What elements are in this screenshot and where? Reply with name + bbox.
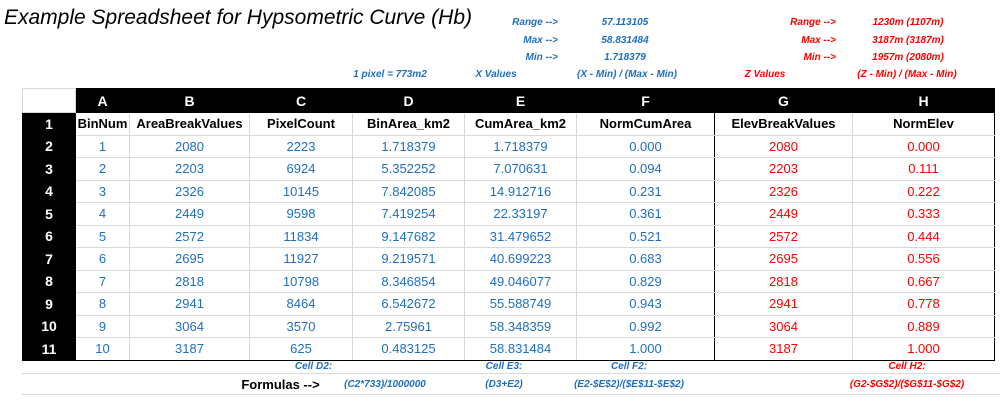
table-cell[interactable]: 7.070631	[465, 158, 577, 181]
row-number[interactable]: 7	[23, 248, 76, 271]
table-cell[interactable]: 2818	[715, 270, 853, 293]
formula-d2[interactable]: (C2*733)/1000000	[344, 379, 426, 390]
formula-f2[interactable]: (E2-$E$2)/($E$11-$E$2)	[574, 379, 684, 390]
z-values-note: Z Values	[744, 69, 786, 80]
table-cell[interactable]: 22.33197	[465, 203, 577, 226]
row-number[interactable]: 9	[23, 293, 76, 316]
column-letter[interactable]: G	[715, 89, 853, 113]
table-cell[interactable]: 11927	[250, 248, 353, 271]
x-normalize-note: (X - Min) / (Max - Min)	[577, 69, 677, 80]
table-cell[interactable]: 58.831484	[465, 338, 577, 361]
table-row	[23, 180, 995, 203]
table-cell[interactable]: 2572	[130, 225, 250, 248]
table-cell[interactable]: 40.699223	[465, 248, 577, 271]
table-cell[interactable]: 2326	[130, 180, 250, 203]
table-cell[interactable]: 0.667	[853, 270, 995, 293]
table-cell[interactable]: 6.542672	[353, 293, 465, 316]
pixel-size-note: 1 pixel = 773m2	[353, 69, 427, 80]
table-cell[interactable]: 1.718379	[465, 135, 577, 158]
column-header-row	[23, 89, 995, 113]
row-number[interactable]: 1	[23, 113, 76, 136]
table-cell[interactable]: 7.419254	[353, 203, 465, 226]
table-cell[interactable]: 10798	[250, 270, 353, 293]
table-cell[interactable]: 2695	[715, 248, 853, 271]
table-cell[interactable]: 0.231	[577, 180, 715, 203]
table-cell[interactable]: 1.000	[577, 338, 715, 361]
table-cell[interactable]: 0.943	[577, 293, 715, 316]
column-header-cell[interactable]: PixelCount	[250, 113, 353, 136]
formulas-label: Formulas -->	[241, 377, 320, 392]
column-letter[interactable]: D	[353, 89, 465, 113]
table-cell[interactable]: 11834	[250, 225, 353, 248]
table-row	[23, 270, 995, 293]
select-all-corner[interactable]	[23, 89, 76, 113]
table-cell[interactable]: 0.829	[577, 270, 715, 293]
table-cell[interactable]: 7.842085	[353, 180, 465, 203]
table-cell[interactable]: 3570	[250, 315, 353, 338]
column-letter[interactable]: H	[853, 89, 995, 113]
z-min-label: Min -->	[803, 52, 836, 63]
column-header-cell[interactable]: NormElev	[853, 113, 995, 136]
table-cell[interactable]: 8464	[250, 293, 353, 316]
table-cell[interactable]: 0.222	[853, 180, 995, 203]
column-header-cell[interactable]: BinNum	[76, 113, 130, 136]
table-cell[interactable]: 0.683	[577, 248, 715, 271]
cell-d2-label: Cell D2:	[294, 361, 333, 372]
row-number[interactable]: 6	[23, 225, 76, 248]
table-cell[interactable]: 2203	[130, 158, 250, 181]
x-max-value[interactable]: 58.831484	[601, 35, 649, 46]
table-cell[interactable]: 2572	[715, 225, 853, 248]
column-letter[interactable]: A	[76, 89, 130, 113]
row-number[interactable]: 10	[23, 315, 76, 338]
table-cell[interactable]: 31.479652	[465, 225, 577, 248]
z-range-value[interactable]: 1230m (1107m)	[872, 17, 944, 28]
header-row	[23, 113, 995, 136]
table-row	[23, 135, 995, 158]
table-cell[interactable]: 58.348359	[465, 315, 577, 338]
table-row	[23, 203, 995, 226]
row-gridline	[22, 373, 1000, 374]
formula-h2[interactable]: (G2-$G$2)/($G$11-$G$2)	[849, 379, 965, 390]
cell-h2-label: Cell H2:	[888, 361, 926, 372]
table-cell[interactable]: 625	[250, 338, 353, 361]
table-row	[23, 225, 995, 248]
table-cell[interactable]: 0.521	[577, 225, 715, 248]
x-range-value[interactable]: 57.113105	[601, 17, 649, 28]
table-cell[interactable]: 5.352252	[353, 158, 465, 181]
table-cell[interactable]: 0.483125	[353, 338, 465, 361]
table-cell[interactable]: 1	[76, 135, 130, 158]
table-cell[interactable]: 8.346854	[353, 270, 465, 293]
table-cell[interactable]: 9.219571	[353, 248, 465, 271]
table-cell[interactable]: 0.361	[577, 203, 715, 226]
table-cell[interactable]: 9	[76, 315, 130, 338]
table-cell[interactable]: 2695	[130, 248, 250, 271]
column-letter[interactable]: F	[577, 89, 715, 113]
table-row	[23, 158, 995, 181]
column-header-cell[interactable]: BinArea_km2	[353, 113, 465, 136]
table-cell[interactable]: 0.000	[577, 135, 715, 158]
table-cell[interactable]: 0.556	[853, 248, 995, 271]
column-letter[interactable]: B	[130, 89, 250, 113]
row-number[interactable]: 2	[23, 135, 76, 158]
table-cell[interactable]: 49.046077	[465, 270, 577, 293]
table-cell[interactable]: 5	[76, 225, 130, 248]
table-cell[interactable]: 0.992	[577, 315, 715, 338]
table-cell[interactable]: 10	[76, 338, 130, 361]
table-cell[interactable]: 8	[76, 293, 130, 316]
row-number[interactable]: 3	[23, 158, 76, 181]
row-gridline	[22, 394, 1000, 395]
table-row	[23, 248, 995, 271]
table-cell[interactable]: 2080	[715, 135, 853, 158]
table-cell[interactable]: 3	[76, 180, 130, 203]
table-cell[interactable]: 2080	[130, 135, 250, 158]
formula-e3[interactable]: (D3+E2)	[485, 379, 523, 390]
table-cell[interactable]: 9598	[250, 203, 353, 226]
table-cell[interactable]: 4	[76, 203, 130, 226]
column-letter[interactable]: C	[250, 89, 353, 113]
sheet-title: Example Spreadsheet for Hypsometric Curve (Hb)	[4, 6, 473, 29]
table-cell[interactable]: 0.000	[853, 135, 995, 158]
table-cell[interactable]: 10145	[250, 180, 353, 203]
table-cell[interactable]: 9.147682	[353, 225, 465, 248]
table-cell[interactable]: 1.000	[853, 338, 995, 361]
table-cell[interactable]: 6924	[250, 158, 353, 181]
column-letter[interactable]: E	[465, 89, 577, 113]
row-number[interactable]: 5	[23, 203, 76, 226]
x-min-label: Min -->	[525, 52, 558, 63]
table-cell[interactable]: 2326	[715, 180, 853, 203]
x-max-label: Max -->	[523, 35, 558, 46]
z-max-label: Max -->	[801, 35, 836, 46]
row-number[interactable]: 8	[23, 270, 76, 293]
z-range-label: Range -->	[790, 17, 836, 28]
z-min-value[interactable]: 1957m (2080m)	[872, 52, 944, 63]
table-cell[interactable]: 2941	[130, 293, 250, 316]
table-row	[23, 338, 995, 361]
row-number[interactable]: 11	[23, 338, 76, 361]
column-header-cell[interactable]: CumArea_km2	[465, 113, 577, 136]
table-cell[interactable]: 2.75961	[353, 315, 465, 338]
column-header-cell[interactable]: AreaBreakValues	[130, 113, 250, 136]
table-cell[interactable]: 2818	[130, 270, 250, 293]
table-cell[interactable]: 3064	[715, 315, 853, 338]
table-cell[interactable]: 3064	[130, 315, 250, 338]
table-cell[interactable]: 2941	[715, 293, 853, 316]
table-cell[interactable]: 3187	[715, 338, 853, 361]
table-cell[interactable]: 0.111	[853, 158, 995, 181]
x-values-note: X Values	[475, 69, 517, 80]
z-normalize-note: (Z - Min) / (Max - Min)	[857, 69, 957, 80]
x-min-value[interactable]: 1.718379	[604, 52, 646, 63]
table-cell[interactable]: 3187	[130, 338, 250, 361]
table-cell[interactable]: 0.889	[853, 315, 995, 338]
row-number[interactable]: 4	[23, 180, 76, 203]
table-cell[interactable]: 2223	[250, 135, 353, 158]
table-cell[interactable]: 7	[76, 270, 130, 293]
table-row	[23, 315, 995, 338]
table-cell[interactable]: 2	[76, 158, 130, 181]
table-cell[interactable]: 6	[76, 248, 130, 271]
table-cell[interactable]: 0.444	[853, 225, 995, 248]
z-max-value[interactable]: 3187m (3187m)	[872, 35, 944, 46]
table-cell[interactable]: 0.333	[853, 203, 995, 226]
table-cell[interactable]: 2449	[715, 203, 853, 226]
table-cell[interactable]: 0.094	[577, 158, 715, 181]
table-cell[interactable]: 1.718379	[353, 135, 465, 158]
x-range-label: Range -->	[512, 17, 558, 28]
data-table	[22, 88, 995, 361]
table-cell[interactable]: 2203	[715, 158, 853, 181]
column-header-cell[interactable]: NormCumArea	[577, 113, 715, 136]
cell-e3-label: Cell E3:	[485, 361, 523, 372]
cell-f2-label: Cell F2:	[610, 361, 648, 372]
table-cell[interactable]: 2449	[130, 203, 250, 226]
table-cell[interactable]: 14.912716	[465, 180, 577, 203]
column-header-cell[interactable]: ElevBreakValues	[715, 113, 853, 136]
table-cell[interactable]: 0.778	[853, 293, 995, 316]
table-cell[interactable]: 55.588749	[465, 293, 577, 316]
table-row	[23, 293, 995, 316]
